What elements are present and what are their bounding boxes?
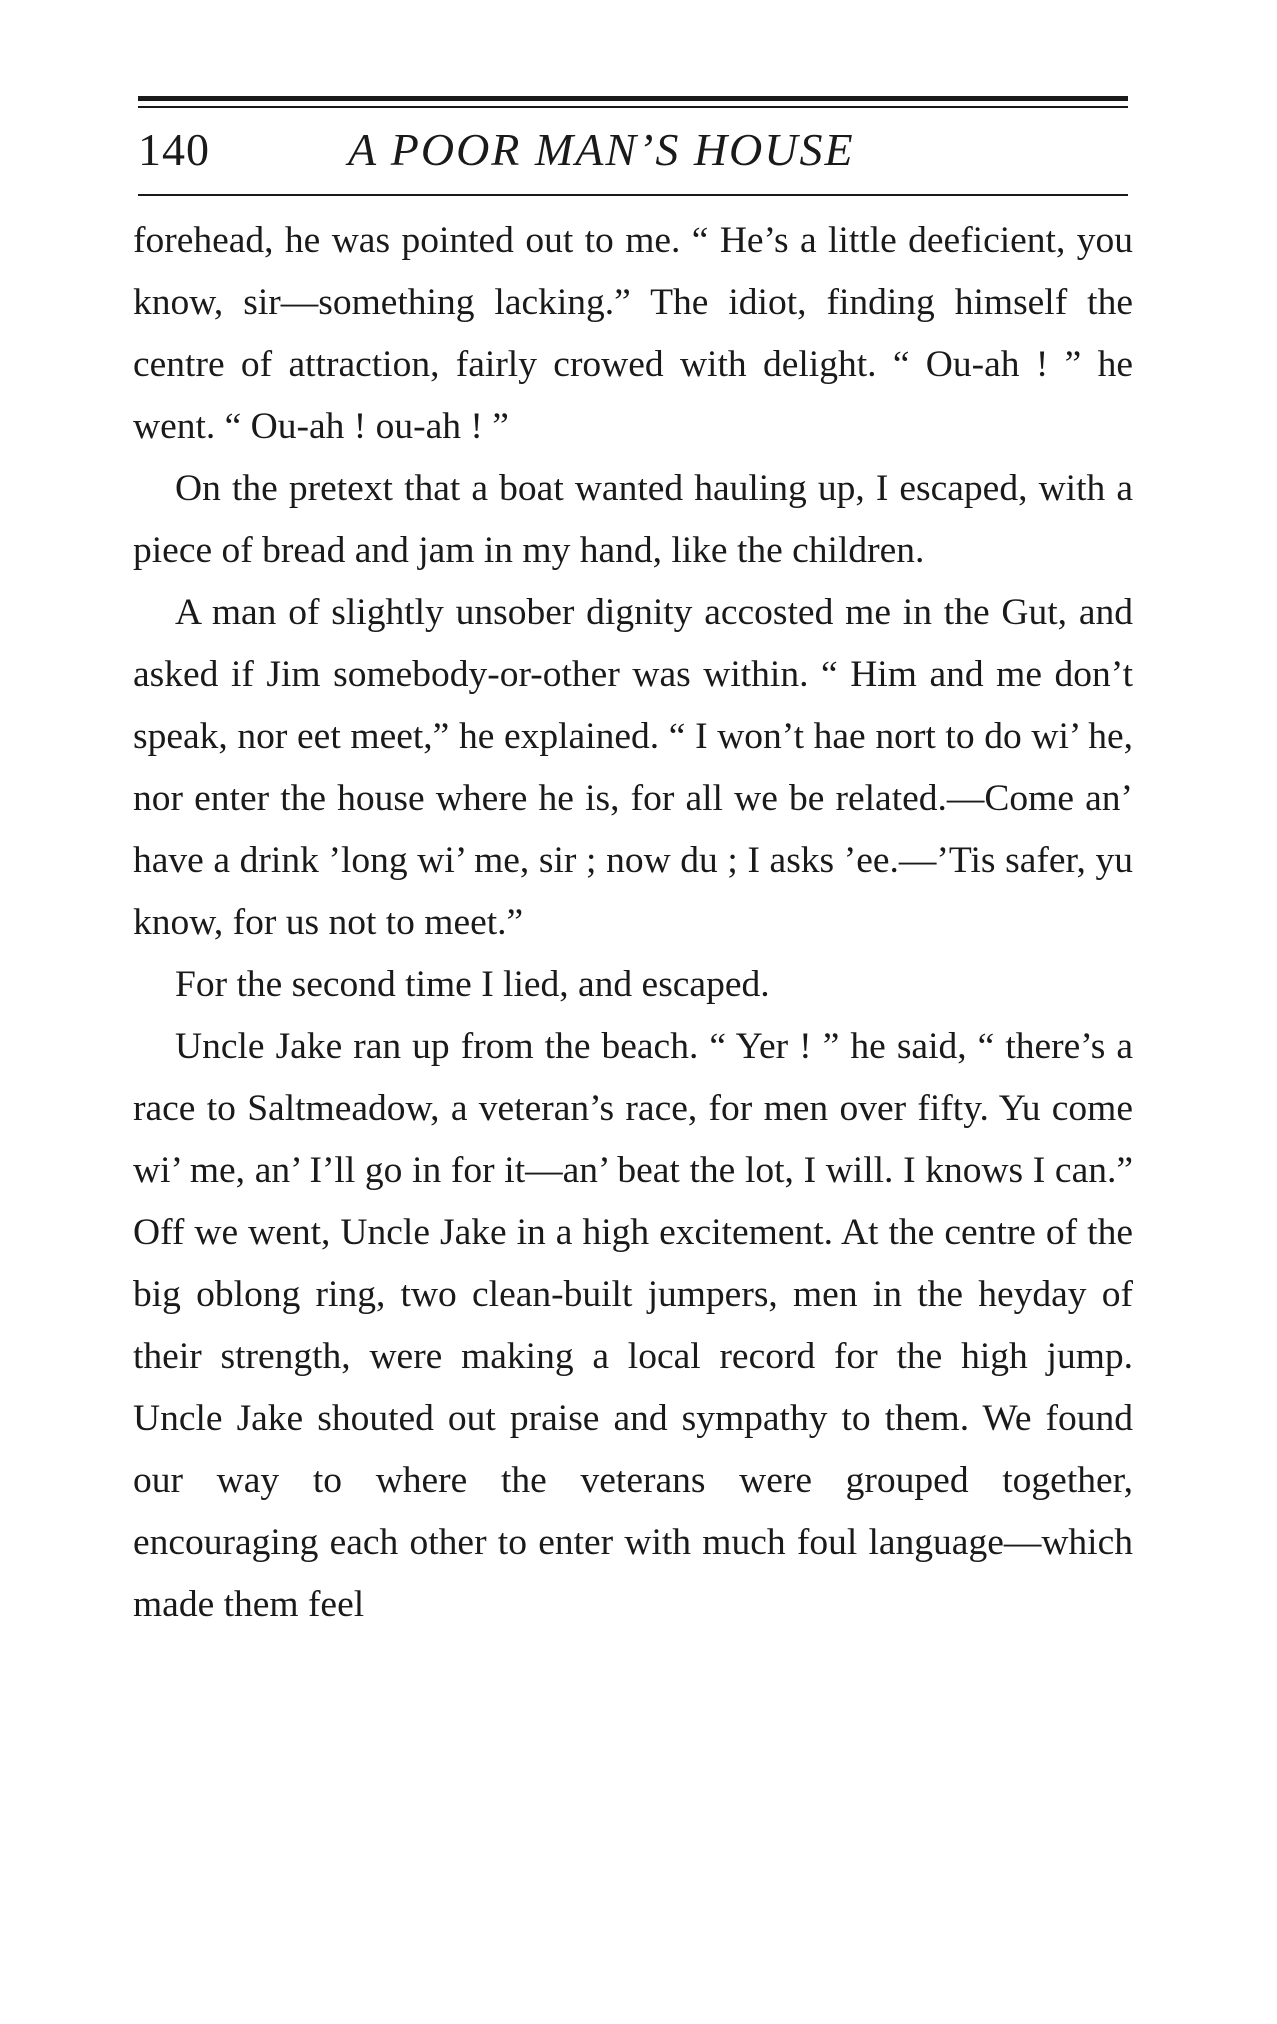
header-underline <box>138 194 1128 196</box>
running-title: A POOR MAN’S HOUSE <box>348 124 855 175</box>
paragraph-continued: forehead, he was pointed out to me. “ He’s a little deeficient, you know, sir—something lacking.” The idiot, finding himself the centre of attraction, fairly crowed with delight. “ Ou-ah ! ” he went. “ Ou-ah ! ou-ah ! ” <box>133 220 1133 447</box>
paragraph: For the second time I lied, and escaped. <box>175 964 770 1005</box>
paragraph: A man of slightly unsober dignity accosted me in the Gut, and asked if Jim somebody-or-other was within. “ Him and me don’t speak, nor eet meet,” he explained. “ I won’t hae nort to do wi’ he, nor enter the house where he is, for all we be related.—Come an’ have a drink ’long wi’ me, sir ; now du ; I asks ’ee.—’Tis safer, yu know, for us not to meet.” <box>133 592 1133 943</box>
page-number: 140 <box>138 124 210 175</box>
body-text <box>133 210 1133 1636</box>
running-header <box>138 120 1128 180</box>
paragraph: On the pretext that a boat wanted hauling up, I escaped, with a piece of bread and jam in my hand, like the children. <box>133 468 1133 571</box>
header-rule-thin <box>138 106 1128 108</box>
paragraph: Uncle Jake ran up from the beach. “ Yer ! ” he said, “ there’s a race to Saltmeadow, a veteran’s race, for men over fifty. Yu come wi’ me, an’ I’ll go in for it—an’ beat the lot, I will. I knows I can.” Off we went, Uncle Jake in a high excitement. At the centre of the big oblong ring, two clean-built jumpers, men in the heyday of their strength, were making a local record for the high jump. Uncle Jake shouted out praise and sympathy to them. We found our way to where the veterans were grouped together, encouraging each other to enter with much foul language—which made them feel <box>133 1026 1133 1625</box>
header-rule-thick <box>138 96 1128 101</box>
